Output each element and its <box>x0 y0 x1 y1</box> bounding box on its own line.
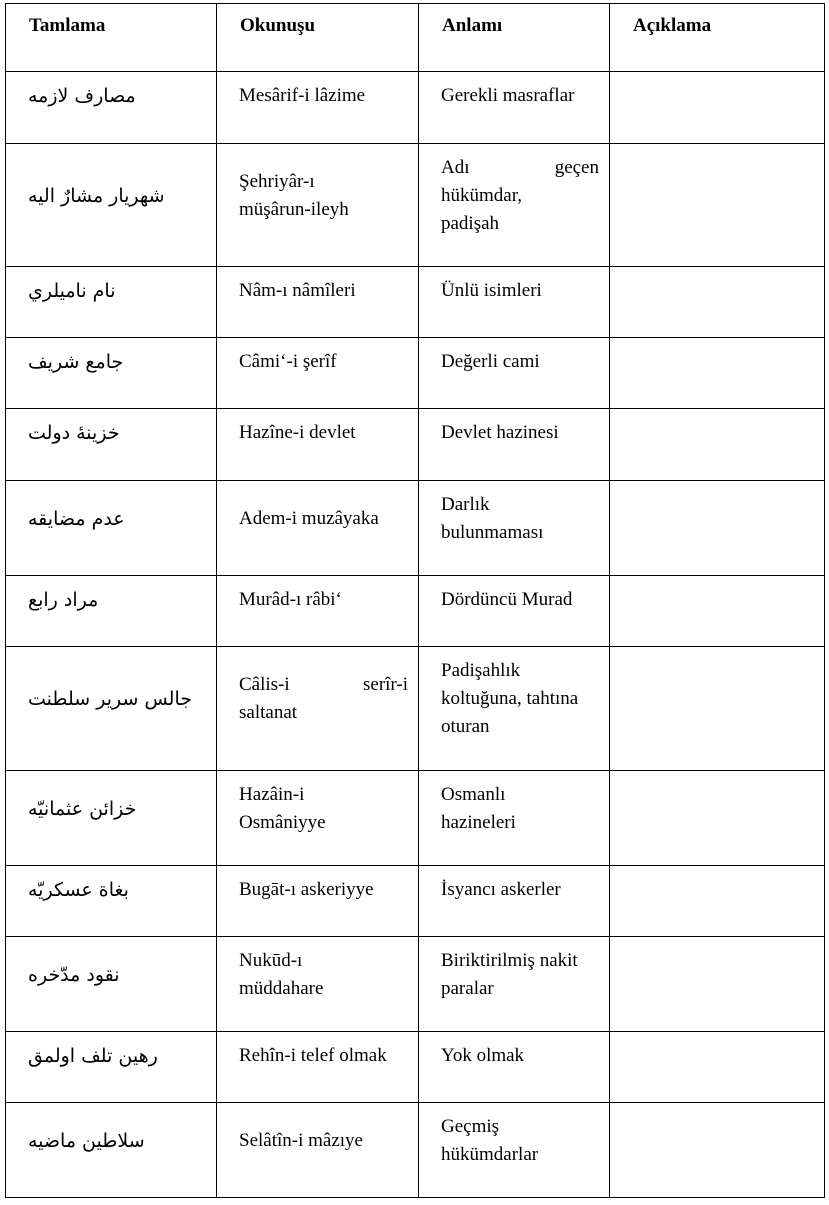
cell-anlami: Padişahlık koltuğuna, tahtına oturan <box>419 647 610 771</box>
table-row <box>6 338 825 409</box>
cell-tamlama: نام ناميلري <box>6 267 217 338</box>
cell-anlami: Dördüncü Murad <box>419 576 610 647</box>
cell-tamlama: مصارف لازمه <box>6 72 217 144</box>
okunusu-word: serîr-i <box>363 674 408 695</box>
anlami-rest: hükümdar, padişah <box>441 185 523 234</box>
header-aciklama: Açıklama <box>610 4 825 72</box>
cell-anlami: Darlık bulunmaması <box>419 481 610 576</box>
cell-anlami: Yok olmak <box>419 1032 610 1103</box>
table-row <box>6 866 825 937</box>
cell-tamlama: نقود مدّخره <box>6 937 217 1032</box>
cell-aciklama <box>610 1032 825 1103</box>
cell-tamlama: رهين تلف اولمق <box>6 1032 217 1103</box>
okunusu-word: Câlis-i <box>239 674 290 695</box>
cell-okunusu <box>217 647 419 771</box>
table-row <box>6 481 825 576</box>
okunusu-line-1 <box>239 671 408 699</box>
cell-anlami <box>419 144 610 267</box>
table-row <box>6 1032 825 1103</box>
cell-aciklama <box>610 144 825 267</box>
cell-anlami: Ünlü isimleri <box>419 267 610 338</box>
cell-okunusu: Rehîn-i telef olmak <box>217 1032 419 1103</box>
header-row <box>6 4 825 72</box>
cell-tamlama: مراد رابع <box>6 576 217 647</box>
header-tamlama: Tamlama <box>6 4 217 72</box>
cell-tamlama: بغاة عسكريّه <box>6 866 217 937</box>
anlami-word: Adı <box>441 157 470 178</box>
cell-anlami: İsyancı askerler <box>419 866 610 937</box>
cell-aciklama <box>610 338 825 409</box>
cell-aciklama <box>610 771 825 866</box>
cell-anlami: Osmanlı hazineleri <box>419 771 610 866</box>
cell-aciklama <box>610 409 825 481</box>
cell-anlami: Geçmiş hükümdarlar <box>419 1103 610 1198</box>
cell-okunusu: Nâm-ı nâmîleri <box>217 267 419 338</box>
cell-okunusu: Murâd-ı râbi‘ <box>217 576 419 647</box>
cell-aciklama <box>610 576 825 647</box>
table-row <box>6 72 825 144</box>
cell-tamlama: جامع شريف <box>6 338 217 409</box>
cell-tamlama: جالس سرير سلطنت <box>6 647 217 771</box>
table-row <box>6 144 825 267</box>
cell-okunusu: Selâtîn-i mâzıye <box>217 1103 419 1198</box>
table-row <box>6 937 825 1032</box>
table-row <box>6 576 825 647</box>
cell-okunusu: Mesârif-i lâzime <box>217 72 419 144</box>
cell-aciklama <box>610 937 825 1032</box>
anlami-line-1 <box>441 154 599 182</box>
cell-okunusu: Hazîne-i devlet <box>217 409 419 481</box>
cell-aciklama <box>610 866 825 937</box>
cell-anlami: Biriktirilmiş nakit paralar <box>419 937 610 1032</box>
cell-aciklama <box>610 267 825 338</box>
cell-anlami: Değerli cami <box>419 338 610 409</box>
cell-tamlama: سلاطين ماضيه <box>6 1103 217 1198</box>
table-row <box>6 771 825 866</box>
cell-anlami: Devlet hazinesi <box>419 409 610 481</box>
cell-tamlama: عدم مضايقه <box>6 481 217 576</box>
table-row <box>6 1103 825 1198</box>
cell-aciklama <box>610 1103 825 1198</box>
cell-aciklama <box>610 647 825 771</box>
cell-okunusu: Nukūd-ı müddahare <box>217 937 419 1032</box>
cell-aciklama <box>610 72 825 144</box>
cell-tamlama: خزينهٔ دولت <box>6 409 217 481</box>
glossary-table <box>5 3 825 1198</box>
table-row <box>6 267 825 338</box>
cell-aciklama <box>610 481 825 576</box>
cell-okunusu: Hazâin-i Osmâniyye <box>217 771 419 866</box>
okunusu-rest: saltanat <box>239 702 298 723</box>
table-row <box>6 409 825 481</box>
anlami-word: geçen <box>554 157 599 178</box>
cell-tamlama: شهريار مشارٌ اليه <box>6 144 217 267</box>
cell-okunusu: Bugāt-ı askeriyye <box>217 866 419 937</box>
header-okunusu: Okunuşu <box>217 4 419 72</box>
cell-anlami: Gerekli masraflar <box>419 72 610 144</box>
cell-okunusu: Câmi‘-i şerîf <box>217 338 419 409</box>
table-row <box>6 647 825 771</box>
cell-okunusu: Adem-i muzâyaka <box>217 481 419 576</box>
cell-tamlama: خزائن عثمانيّه <box>6 771 217 866</box>
cell-okunusu: Şehriyâr-ı müşârun-ileyh <box>217 144 419 267</box>
header-anlami: Anlamı <box>419 4 610 72</box>
